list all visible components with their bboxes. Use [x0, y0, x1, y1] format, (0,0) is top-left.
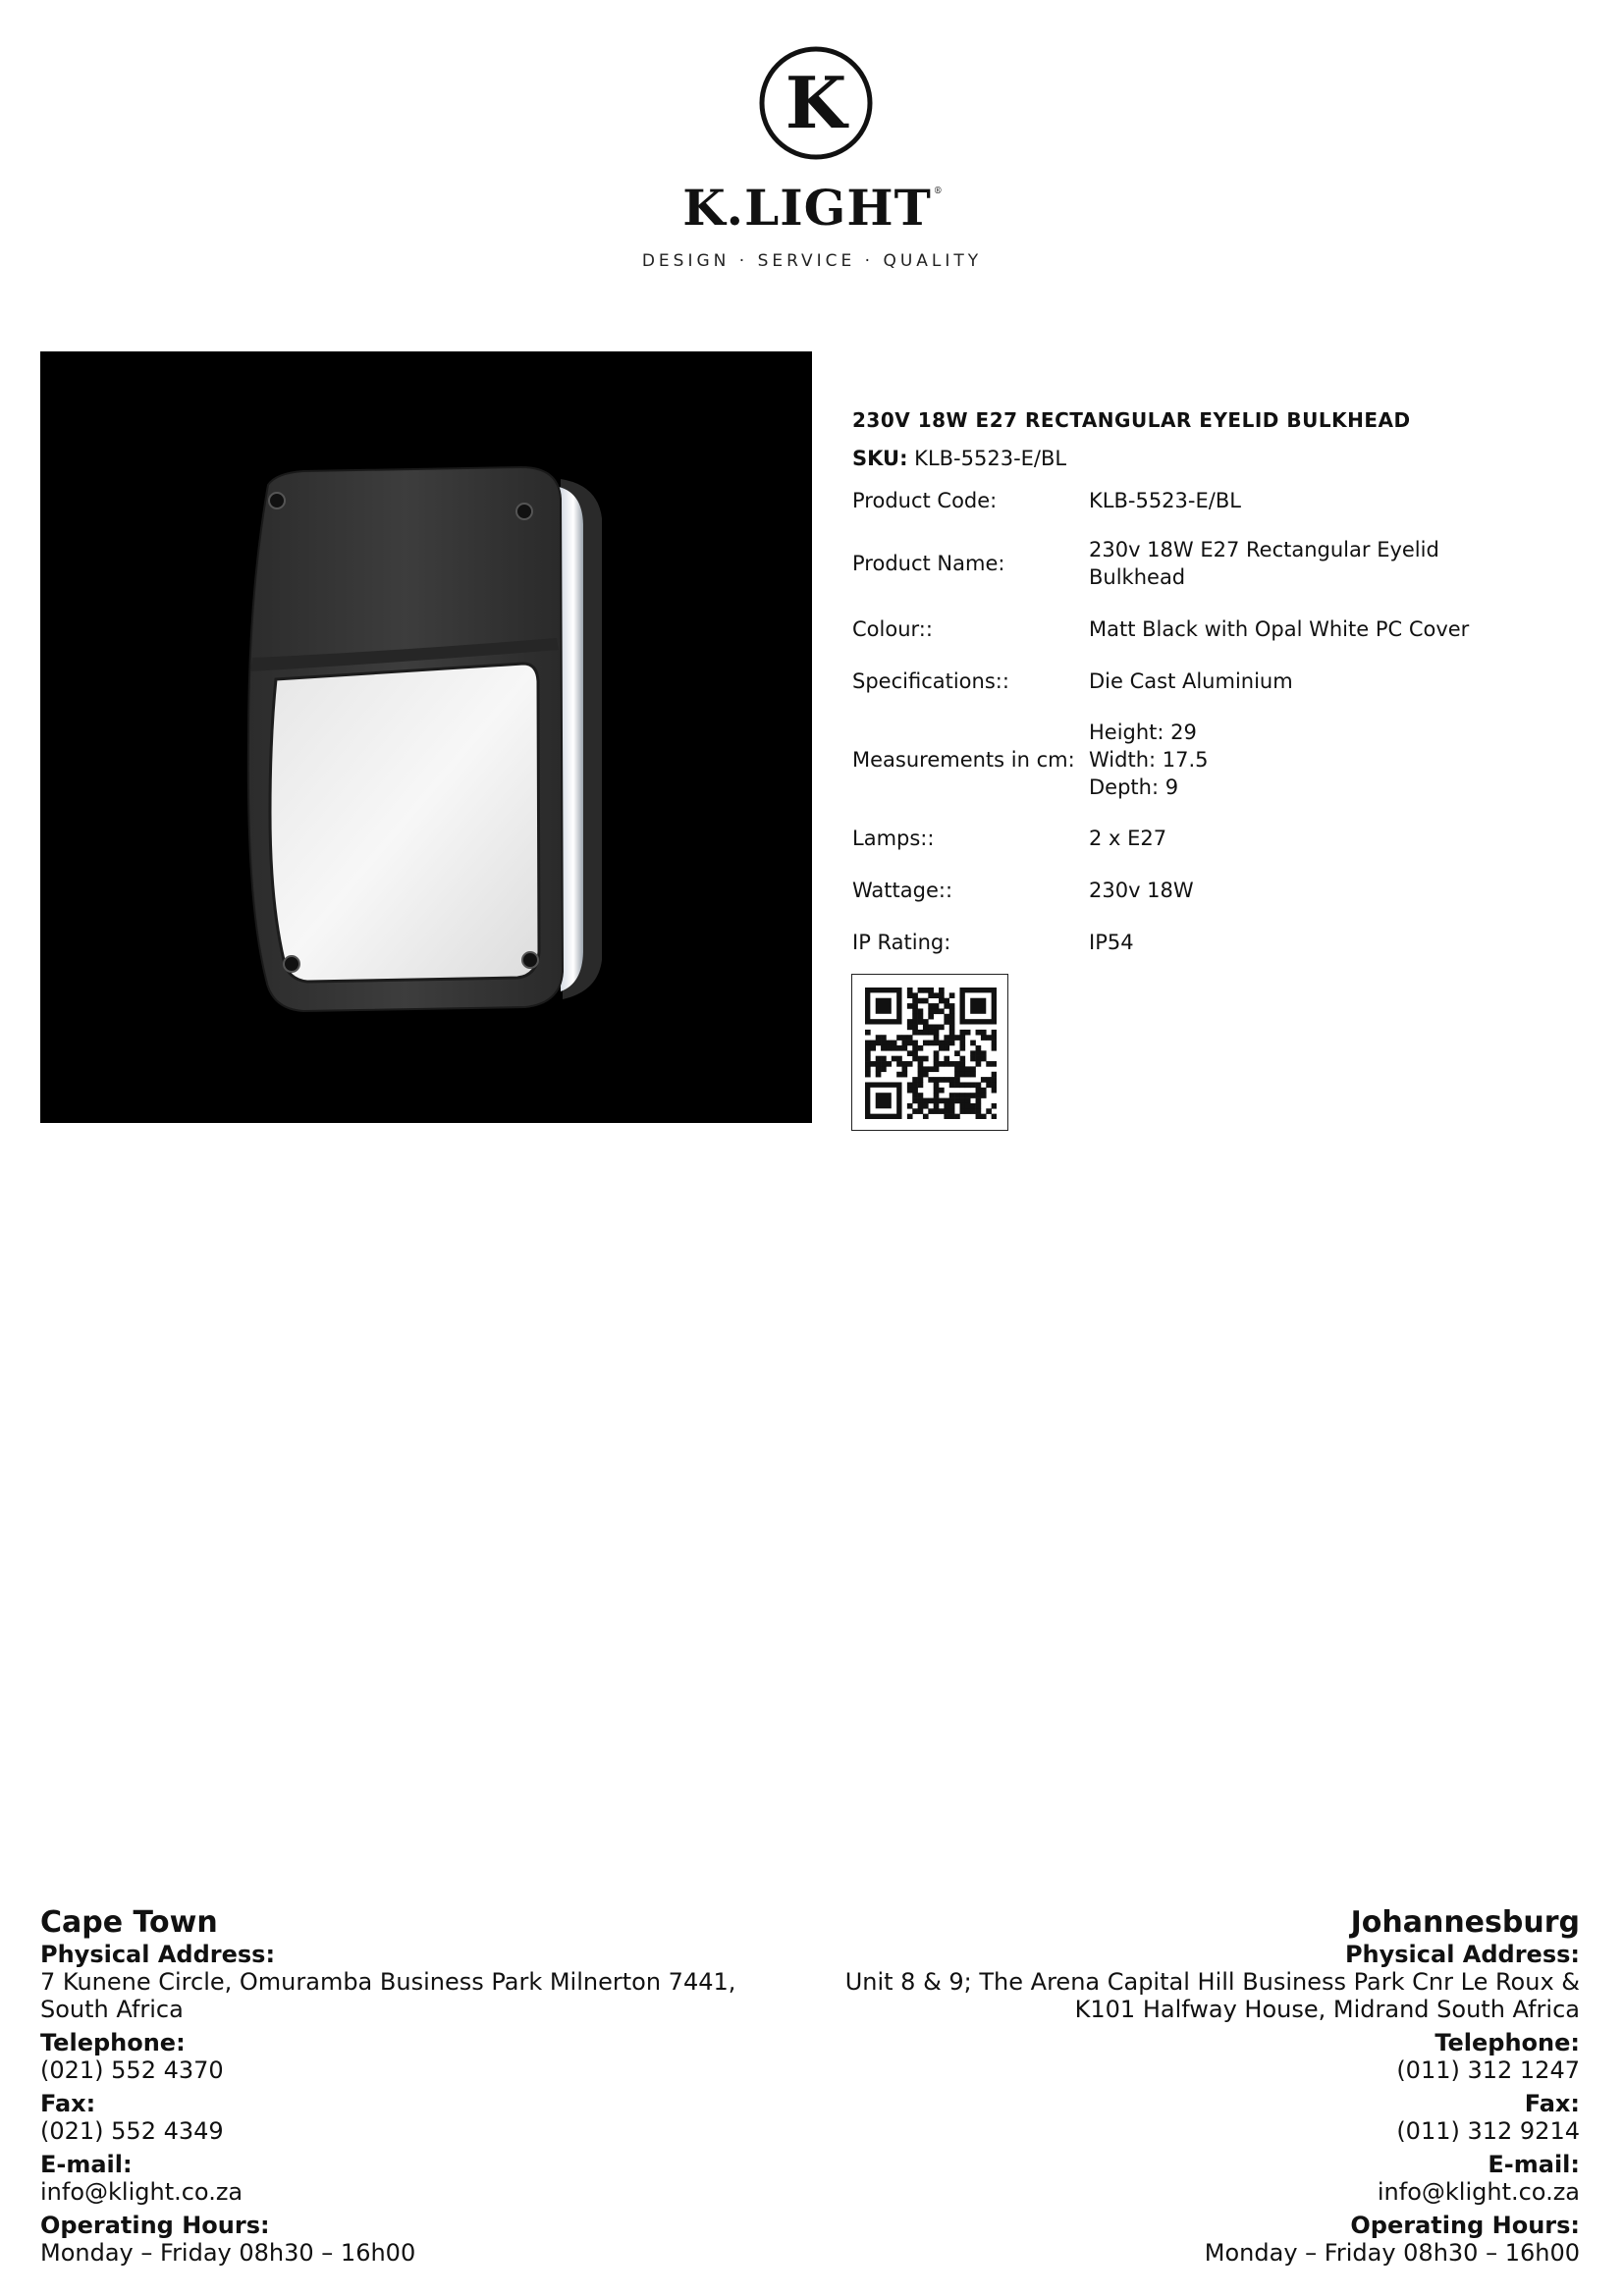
spec-label: IP Rating: [852, 931, 951, 954]
k-light-logo-icon [758, 45, 874, 161]
hours-value: Monday – Friday 08h30 – 16h00 [1204, 2239, 1580, 2267]
measurement-height: Height: 29 [1089, 721, 1197, 744]
fax-label: Fax: [1524, 2090, 1580, 2117]
spec-row-ip-rating [852, 916, 1540, 969]
telephone-label: Telephone: [40, 2029, 186, 2056]
spec-label: Product Name: [852, 552, 1005, 575]
telephone-value: (021) 552 4370 [40, 2056, 224, 2084]
spec-value: KLB-5523-E/BL [1089, 489, 1241, 512]
spec-value: Matt Black with Opal White PC Cover [1089, 617, 1470, 641]
registered-mark: ® [933, 187, 944, 196]
fax-value: (021) 552 4349 [40, 2117, 224, 2145]
qr-code-icon [865, 988, 997, 1119]
email-label: E-mail: [40, 2151, 133, 2178]
logo-letter: K [785, 61, 847, 144]
office-johannesburg [794, 1906, 1580, 2267]
spec-table [852, 478, 1540, 969]
sku-label: SKU: [852, 447, 908, 470]
spec-row-product-code [852, 478, 1540, 523]
spec-label: Wattage:: [852, 879, 953, 902]
bulkhead-light-image [40, 351, 812, 1123]
hours-value: Monday – Friday 08h30 – 16h00 [40, 2239, 416, 2267]
fax-label: Fax: [40, 2090, 96, 2117]
fax-value: (011) 312 9214 [1396, 2117, 1580, 2145]
spec-value [1089, 719, 1540, 801]
email-value[interactable]: info@klight.co.za [1377, 2178, 1580, 2206]
telephone-label: Telephone: [1435, 2029, 1580, 2056]
sku-value: KLB-5523-E/BL [914, 447, 1067, 470]
brand-name: K.LIGHT ® [682, 179, 944, 237]
spec-label: Product Code: [852, 489, 998, 512]
product-photo [40, 351, 812, 1123]
address-value: Unit 8 & 9; The Arena Capital Hill Business Park Cnr Le Roux & K101 Halfway House, Midrand South Africa [844, 1968, 1580, 2023]
spec-row-measurements [852, 708, 1540, 812]
spec-row-specifications [852, 655, 1540, 708]
email-label: E-mail: [1488, 2151, 1580, 2178]
spec-row-colour [852, 604, 1540, 655]
product-sku [852, 447, 1066, 470]
spec-label: Specifications:: [852, 669, 1009, 693]
product-title: 230V 18W E27 RECTANGULAR EYELID BULKHEAD [852, 408, 1411, 432]
hours-label: Operating Hours: [1350, 2212, 1580, 2239]
email-value[interactable]: info@klight.co.za [40, 2178, 244, 2206]
spec-label: Measurements in cm: [852, 748, 1075, 772]
office-cape-town [40, 1906, 826, 2267]
header-logo [0, 0, 1624, 294]
qr-code[interactable] [851, 974, 1008, 1131]
spec-row-wattage [852, 865, 1540, 916]
measurement-width: Width: 17.5 [1089, 748, 1209, 772]
telephone-value: (011) 312 1247 [1396, 2056, 1580, 2084]
spec-value: Die Cast Aluminium [1089, 669, 1293, 693]
spec-value: 230v 18W E27 Rectangular Eyelid Bulkhead [1089, 538, 1439, 589]
measurement-depth: Depth: 9 [1089, 775, 1179, 799]
spec-row-product-name [852, 523, 1540, 604]
address-label: Physical Address: [40, 1941, 276, 1968]
hours-label: Operating Hours: [40, 2212, 270, 2239]
office-city: Johannesburg [1350, 1905, 1580, 1940]
spec-row-lamps [852, 812, 1540, 865]
spec-value: 230v 18W [1089, 879, 1194, 902]
spec-value: 2 x E27 [1089, 827, 1167, 850]
address-label: Physical Address: [1344, 1941, 1580, 1968]
office-city: Cape Town [40, 1905, 218, 1940]
spec-label: Lamps:: [852, 827, 935, 850]
address-value: 7 Kunene Circle, Omuramba Business Park Milnerton 7441, South Africa [40, 1968, 736, 2023]
spec-label: Colour:: [852, 617, 933, 641]
spec-value: IP54 [1089, 931, 1134, 954]
tagline: DESIGN · SERVICE · QUALITY [641, 251, 983, 271]
